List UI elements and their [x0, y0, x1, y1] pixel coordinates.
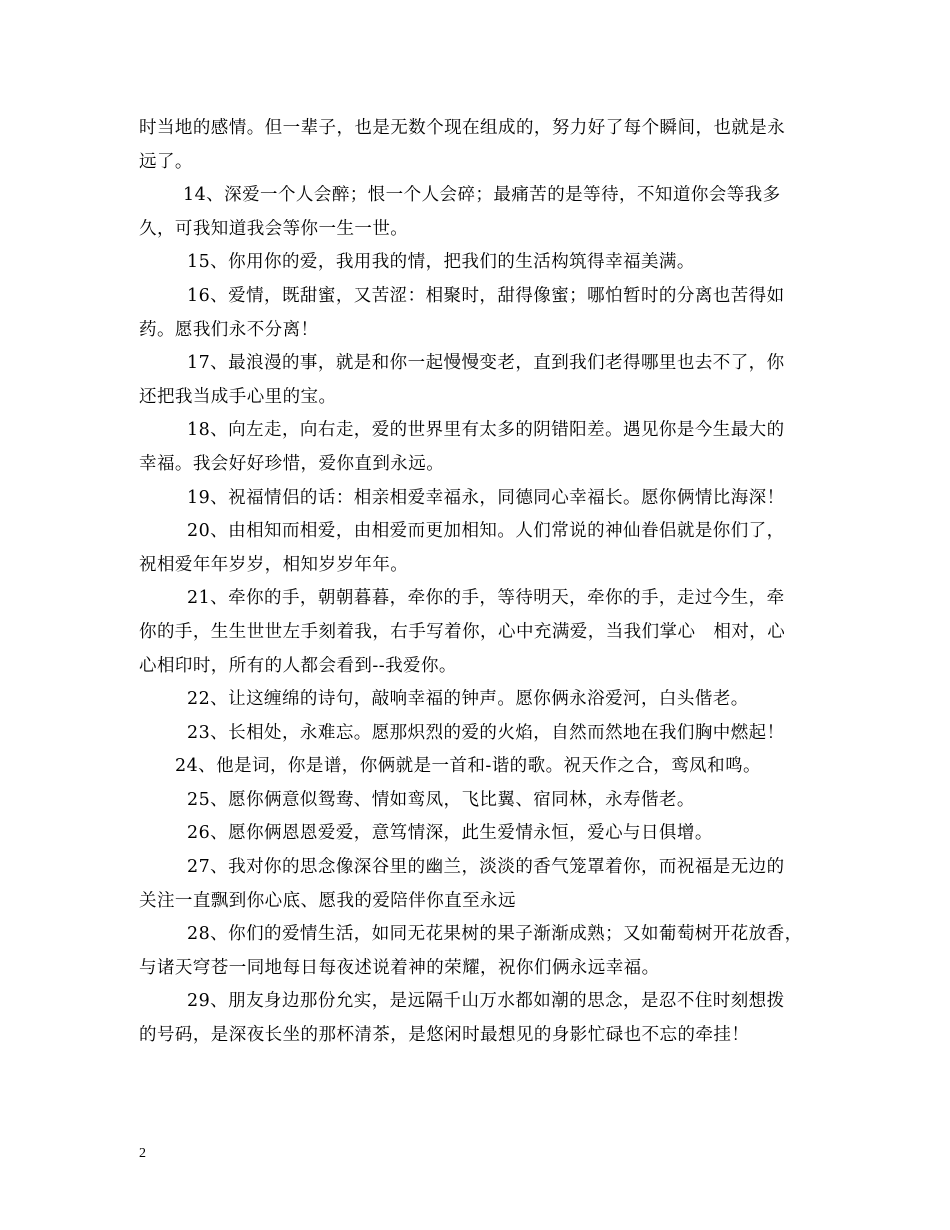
- text-line: 药。愿我们永不分离！: [139, 319, 319, 340]
- text-line: 与诸天穹苍一同地每日每夜述说着神的荣耀，祝你们俩永远幸福。: [139, 957, 660, 978]
- text-line: 幸福。我会好好珍惜，爱你直到永远。: [139, 453, 445, 474]
- text-line: 20、由相知而相爱，由相爱而更加相知。人们常说的神仙眷侣就是你们了，: [187, 521, 785, 542]
- text-line: 23、长相处，永难忘。愿那炽烈的爱的火焰，自然而然地在我们胸中燃起！: [187, 722, 785, 743]
- document-body: [139, 112, 829, 1053]
- text-line: 心相印时，所有的人都会看到--我爱你。: [139, 655, 457, 676]
- text-line: 远了。: [139, 151, 193, 172]
- text-line: 29、朋友身边那份允实，是远隔千山万水都如潮的思念，是忍不住时刻想拨: [187, 991, 785, 1012]
- text-line: 27、我对你的思念像深谷里的幽兰，淡淡的香气笼罩着你，而祝福是无边的: [187, 857, 785, 878]
- text-line: 关注一直飘到你心底、愿我的爱陪伴你直至永远: [139, 890, 516, 911]
- text-line: 22、让这缠绵的诗句，敲响幸福的钟声。愿你俩永浴爱河，白头偕老。: [187, 689, 749, 710]
- text-line: 久，可我知道我会等你一生一世。: [139, 218, 409, 239]
- text-line: 21、牵你的手，朝朝暮暮，牵你的手，等待明天，牵你的手，走过今生，牵: [187, 588, 785, 609]
- text-line: 祝相爱年年岁岁，相知岁岁年年。: [139, 554, 409, 575]
- text-line: 还把我当成手心里的宝。: [139, 386, 337, 407]
- text-line: 17、最浪漫的事，就是和你一起慢慢变老，直到我们老得哪里也去不了，你: [187, 353, 785, 374]
- text-line: 26、愿你俩恩恩爱爱，意笃情深，此生爱情永恒，爱心与日俱增。: [187, 823, 713, 844]
- text-line: 15、你用你的爱，我用我的情，把我们的生活构筑得幸福美满。: [187, 252, 695, 273]
- text-line: 时当地的感情。但一辈子，也是无数个现在组成的，努力好了每个瞬间，也就是永: [139, 118, 786, 138]
- text-line: 18、向左走，向右走，爱的世界里有太多的阴错阳差。遇见你是今生最大的: [187, 420, 785, 441]
- text-line: 24、他是词，你是谱，你俩就是一首和-谐的歌。祝天作之合，鸾凤和鸣。: [175, 756, 761, 777]
- text-line: 28、你们的爱情生活，如同无花果树的果子渐渐成熟；又如葡萄树开花放香，: [187, 924, 803, 945]
- text-line: 19、祝福情侣的话：相亲相爱幸福永，同德同心幸福长。愿你俩情比海深！: [187, 487, 785, 508]
- text-line: 你的手，生生世世左手刻着我，右手写着你，心中充满爱，当我们掌心 相对，心: [139, 621, 786, 642]
- text-line: 14、深爱一个人会醉；恨一个人会碎；最痛苦的是等待，不知道你会等我多: [183, 185, 781, 206]
- text-line: 16、爱情，既甜蜜，又苦涩：相聚时，甜得像蜜；哪怕暂时的分离也苦得如: [187, 285, 785, 306]
- text-line: 25、愿你俩意似鸳鸯、情如鸾凤，飞比翼、宿同林，永寿偕老。: [187, 789, 695, 810]
- page-number: 2: [139, 1146, 146, 1161]
- text-line: 的号码，是深夜长坐的那杯清茶，是悠闲时最想见的身影忙碌也不忘的牵挂！: [139, 1025, 750, 1046]
